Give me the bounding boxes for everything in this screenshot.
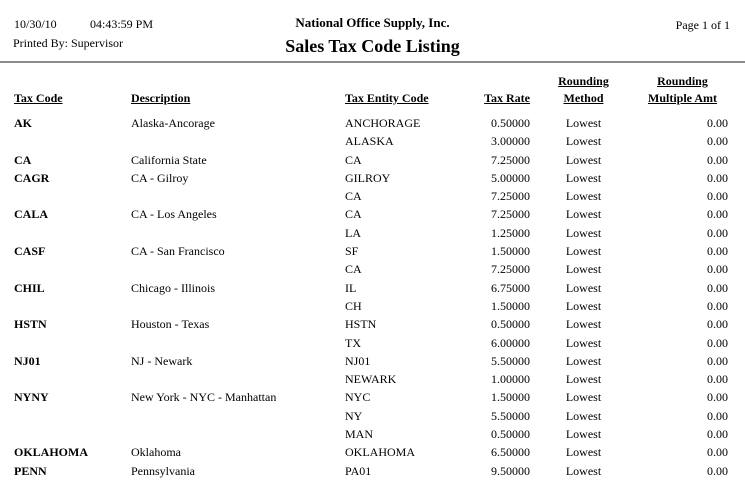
cell-rounding-method: Lowest bbox=[565, 445, 602, 460]
print-time: 04:43:59 PM bbox=[90, 17, 154, 31]
cell-tax-code: NYNY bbox=[14, 390, 49, 405]
cell-tax-rate: 7.25000 bbox=[491, 207, 530, 222]
cell-tax-entity-code: OKLAHOMA bbox=[345, 445, 415, 460]
table-row bbox=[0, 114, 745, 132]
table-row bbox=[0, 352, 745, 370]
table-row bbox=[0, 334, 745, 352]
cell-tax-rate: 6.50000 bbox=[491, 445, 530, 460]
column-header-tax-rate: Tax Rate bbox=[484, 91, 530, 105]
cell-rounding-multiple-amt: 0.00 bbox=[707, 134, 728, 149]
cell-rounding-multiple-amt: 0.00 bbox=[707, 463, 728, 478]
cell-description: Chicago - Illinois bbox=[131, 280, 215, 295]
cell-tax-entity-code: CA bbox=[345, 207, 362, 222]
cell-tax-entity-code: NJ01 bbox=[345, 353, 371, 368]
column-header-description: Description bbox=[131, 91, 191, 105]
cell-tax-rate: 7.25000 bbox=[491, 262, 530, 277]
cell-tax-entity-code: CA bbox=[345, 189, 362, 204]
column-header-rounding-method: Rounding Method bbox=[558, 74, 609, 105]
cell-rounding-method: Lowest bbox=[565, 207, 602, 222]
report-title: Sales Tax Code Listing bbox=[285, 36, 460, 56]
cell-description: California State bbox=[131, 152, 207, 167]
cell-tax-code: OKLAHOMA bbox=[14, 445, 88, 460]
cell-description bbox=[131, 187, 345, 205]
table-row bbox=[0, 169, 745, 187]
cell-rounding-method: Lowest bbox=[565, 170, 602, 185]
tax-code-table bbox=[0, 73, 745, 480]
cell-rounding-multiple-amt: 0.00 bbox=[707, 225, 728, 240]
header-rule bbox=[0, 61, 745, 63]
cell-tax-code: CA bbox=[14, 152, 32, 167]
cell-rounding-method: Lowest bbox=[565, 134, 602, 149]
cell-tax-entity-code: HSTN bbox=[345, 317, 377, 332]
table-row bbox=[0, 132, 745, 150]
cell-rounding-multiple-amt: 0.00 bbox=[707, 262, 728, 277]
cell-rounding-method: Lowest bbox=[565, 225, 602, 240]
page-number: Page 1 of 1 bbox=[675, 18, 730, 32]
cell-tax-code bbox=[0, 132, 131, 150]
table-row bbox=[0, 242, 745, 260]
cell-rounding-method: Lowest bbox=[565, 116, 602, 130]
cell-tax-rate: 1.25000 bbox=[491, 225, 530, 240]
cell-tax-rate: 0.50000 bbox=[491, 427, 530, 442]
cell-rounding-multiple-amt: 0.00 bbox=[707, 335, 728, 350]
cell-tax-rate: 0.50000 bbox=[491, 116, 530, 130]
cell-rounding-multiple-amt: 0.00 bbox=[707, 244, 728, 259]
cell-description: Oklahoma bbox=[131, 445, 181, 460]
cell-tax-code: HSTN bbox=[14, 317, 47, 332]
cell-tax-code bbox=[0, 224, 131, 242]
cell-description bbox=[131, 297, 345, 315]
cell-tax-entity-code: TX bbox=[345, 335, 361, 350]
cell-description: CA - Gilroy bbox=[131, 170, 189, 185]
table-row bbox=[0, 297, 745, 315]
cell-description bbox=[131, 425, 345, 443]
cell-tax-code: AK bbox=[14, 116, 32, 130]
cell-tax-entity-code: LA bbox=[345, 225, 361, 240]
cell-description bbox=[131, 334, 345, 352]
cell-rounding-multiple-amt: 0.00 bbox=[707, 152, 728, 167]
table-row bbox=[0, 443, 745, 461]
table-row bbox=[0, 315, 745, 333]
cell-description: Houston - Texas bbox=[131, 317, 210, 332]
cell-rounding-method: Lowest bbox=[565, 353, 602, 368]
cell-tax-code: CASF bbox=[14, 244, 46, 259]
cell-rounding-multiple-amt: 0.00 bbox=[707, 353, 728, 368]
table-row bbox=[0, 407, 745, 425]
table-row bbox=[0, 205, 745, 223]
cell-rounding-method: Lowest bbox=[565, 317, 602, 332]
table-row bbox=[0, 388, 745, 406]
cell-tax-entity-code: CH bbox=[345, 298, 362, 313]
cell-tax-rate: 0.50000 bbox=[491, 317, 530, 332]
cell-description bbox=[131, 224, 345, 242]
table-row bbox=[0, 370, 745, 388]
cell-tax-rate: 1.00000 bbox=[491, 372, 530, 387]
cell-description: Pennsylvania bbox=[131, 463, 195, 478]
cell-tax-code bbox=[0, 260, 131, 278]
cell-tax-code: NJ01 bbox=[14, 353, 41, 368]
cell-description: CA - Los Angeles bbox=[131, 207, 217, 222]
table-row bbox=[0, 187, 745, 205]
column-header-tax-code: Tax Code bbox=[14, 91, 63, 105]
cell-tax-code bbox=[0, 407, 131, 425]
cell-tax-entity-code: ALASKA bbox=[345, 134, 394, 149]
cell-rounding-method: Lowest bbox=[565, 463, 602, 478]
cell-description: Alaska-Ancorage bbox=[131, 116, 215, 130]
cell-rounding-multiple-amt: 0.00 bbox=[707, 445, 728, 460]
cell-rounding-method: Lowest bbox=[565, 372, 602, 387]
cell-rounding-method: Lowest bbox=[565, 280, 602, 295]
cell-description: New York - NYC - Manhattan bbox=[131, 390, 277, 405]
cell-rounding-multiple-amt: 0.00 bbox=[707, 280, 728, 295]
cell-rounding-multiple-amt: 0.00 bbox=[707, 427, 728, 442]
table-row bbox=[0, 425, 745, 443]
cell-tax-rate: 5.50000 bbox=[491, 408, 530, 423]
cell-rounding-multiple-amt: 0.00 bbox=[707, 298, 728, 313]
table-header bbox=[0, 73, 745, 107]
cell-rounding-multiple-amt: 0.00 bbox=[707, 390, 728, 405]
cell-tax-entity-code: ANCHORAGE bbox=[345, 116, 421, 130]
cell-tax-rate: 7.25000 bbox=[491, 189, 530, 204]
cell-rounding-multiple-amt: 0.00 bbox=[707, 317, 728, 332]
cell-rounding-method: Lowest bbox=[565, 262, 602, 277]
table-row bbox=[0, 462, 745, 480]
cell-rounding-multiple-amt: 0.00 bbox=[707, 372, 728, 387]
cell-tax-code bbox=[0, 425, 131, 443]
table-row bbox=[0, 224, 745, 242]
cell-description bbox=[131, 260, 345, 278]
table-row bbox=[0, 151, 745, 169]
cell-description bbox=[131, 370, 345, 388]
cell-description: CA - San Francisco bbox=[131, 244, 225, 259]
cell-tax-rate: 6.75000 bbox=[491, 280, 530, 295]
column-header-tax-entity-code: Tax Entity Code bbox=[345, 91, 429, 105]
cell-tax-rate: 9.50000 bbox=[491, 463, 530, 478]
column-header-rounding-multiple-amt: Rounding Multiple Amt bbox=[648, 74, 717, 105]
cell-rounding-method: Lowest bbox=[565, 244, 602, 259]
table-row bbox=[0, 279, 745, 297]
cell-tax-code: PENN bbox=[14, 463, 47, 478]
cell-tax-entity-code: MAN bbox=[345, 427, 374, 442]
cell-tax-rate: 1.50000 bbox=[491, 244, 530, 259]
print-date: 10/30/10 bbox=[14, 17, 57, 31]
cell-rounding-method: Lowest bbox=[565, 298, 602, 313]
cell-rounding-method: Lowest bbox=[565, 152, 602, 167]
cell-tax-entity-code: NYC bbox=[345, 390, 371, 405]
cell-tax-code bbox=[0, 334, 131, 352]
cell-tax-entity-code: CA bbox=[345, 262, 362, 277]
cell-tax-entity-code: IL bbox=[345, 280, 357, 295]
cell-tax-entity-code: GILROY bbox=[345, 170, 391, 185]
cell-tax-rate: 5.00000 bbox=[491, 170, 530, 185]
cell-tax-entity-code: SF bbox=[345, 244, 359, 259]
cell-rounding-method: Lowest bbox=[565, 427, 602, 442]
cell-tax-code: CAGR bbox=[14, 170, 50, 185]
cell-tax-entity-code: PA01 bbox=[345, 463, 372, 478]
cell-tax-code: CALA bbox=[14, 207, 49, 222]
cell-tax-entity-code: NEWARK bbox=[345, 372, 397, 387]
cell-tax-entity-code: CA bbox=[345, 152, 362, 167]
header-spacer bbox=[0, 107, 745, 114]
cell-tax-code bbox=[0, 370, 131, 388]
cell-tax-code bbox=[0, 297, 131, 315]
cell-rounding-multiple-amt: 0.00 bbox=[707, 116, 728, 130]
cell-description: NJ - Newark bbox=[131, 353, 193, 368]
cell-rounding-method: Lowest bbox=[565, 335, 602, 350]
cell-rounding-multiple-amt: 0.00 bbox=[707, 189, 728, 204]
cell-description bbox=[131, 407, 345, 425]
company-name: National Office Supply, Inc. bbox=[295, 15, 450, 30]
table-body bbox=[0, 107, 745, 480]
cell-tax-entity-code: NY bbox=[345, 408, 363, 423]
cell-tax-rate: 7.25000 bbox=[491, 152, 530, 167]
cell-tax-rate: 1.50000 bbox=[491, 390, 530, 405]
cell-rounding-method: Lowest bbox=[565, 189, 602, 204]
cell-rounding-multiple-amt: 0.00 bbox=[707, 170, 728, 185]
cell-tax-rate: 1.50000 bbox=[491, 298, 530, 313]
cell-tax-rate: 6.00000 bbox=[491, 335, 530, 350]
cell-description bbox=[131, 132, 345, 150]
cell-rounding-multiple-amt: 0.00 bbox=[707, 408, 728, 423]
cell-rounding-method: Lowest bbox=[565, 390, 602, 405]
cell-tax-rate: 5.50000 bbox=[491, 353, 530, 368]
printed-by: Printed By: Supervisor bbox=[13, 36, 123, 50]
cell-tax-code: CHIL bbox=[14, 280, 45, 295]
cell-rounding-method: Lowest bbox=[565, 408, 602, 423]
cell-tax-rate: 3.00000 bbox=[491, 134, 530, 149]
table-row bbox=[0, 260, 745, 278]
cell-tax-code bbox=[0, 187, 131, 205]
cell-rounding-multiple-amt: 0.00 bbox=[707, 207, 728, 222]
